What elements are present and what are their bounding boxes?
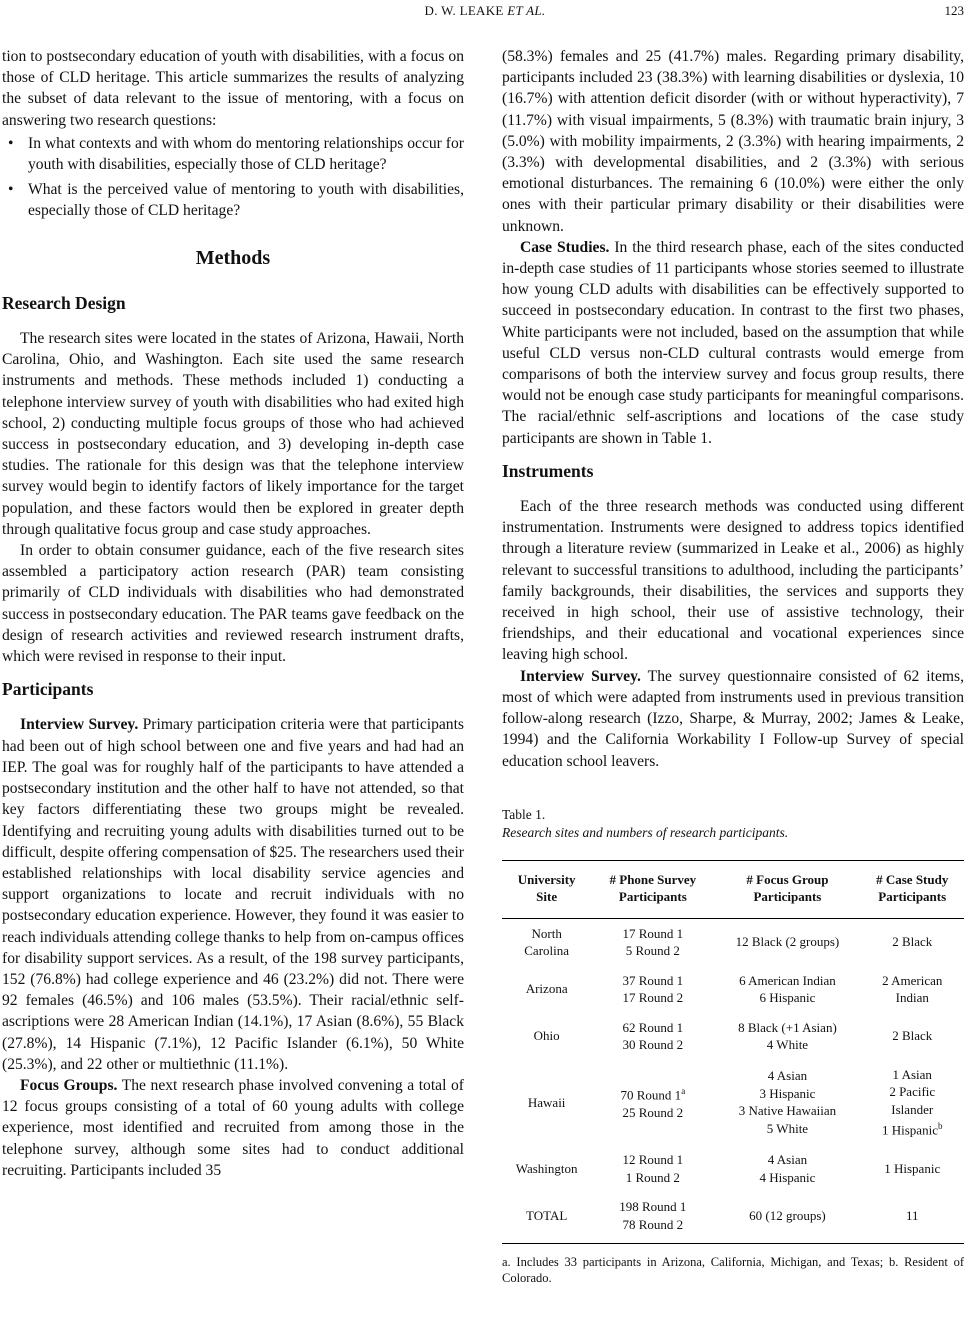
header-site: University Site	[502, 860, 591, 918]
table-cell-case: 1 Hispanic	[884, 1160, 941, 1176]
participants-table	[502, 860, 964, 1244]
research-questions-list	[2, 133, 464, 222]
interview-survey-paragraph	[2, 714, 464, 1074]
header-phone: # Phone Survey Participants	[591, 860, 714, 918]
table-cell-focus: 6 American Indian 6 Hispanic	[739, 972, 836, 1006]
table-cell-case: 11	[860, 1192, 964, 1244]
table-row	[502, 1192, 964, 1244]
instruments-interview-runin: Interview Survey.	[520, 667, 641, 685]
instruments-heading: Instruments	[502, 460, 594, 481]
case-studies-runin: Case Studies.	[520, 238, 610, 256]
table-cell-focus: 4 Asian 3 Hispanic 3 Native Hawaiian 5 White	[738, 1068, 837, 1136]
case-studies-paragraph	[502, 237, 964, 449]
table-caption	[502, 806, 964, 842]
table-cell-site: North Carolina	[524, 925, 570, 959]
table-cell-case: 2 American Indian	[882, 972, 943, 1006]
case-studies-text: In the third research phase, each of the sites conducted in-depth case studies of 11 participants whose stories seemed to illustrate how young CLD adults with disabilities can be effectively supported to succeed in postsecondary education. In contrast to the first two phases, White participants were not included, based on the assumption that while useful CLD versus non-CLD cultural contrasts would emerge from comparisons of both the interview survey and focus group results, there would not be enough case study participants for meaningful comparisons. The racial/ethnic self-ascriptions and locations of the case study participants are shown in Table 1.	[502, 238, 964, 447]
table-title: Research sites and numbers of research participants.	[502, 824, 789, 840]
table-cell-focus: 4 Asian 4 Hispanic	[759, 1152, 816, 1185]
interview-survey-runin: Interview Survey.	[20, 716, 139, 734]
table-cell-focus: 60 (12 groups)	[714, 1192, 860, 1244]
table-row	[502, 1145, 964, 1192]
research-design-paragraph-2: In order to obtain consumer guidance, each of the five research sites assembled a participatory action research (PAR) team consisting primarily of CLD individuals with disabilities who had demonstrated success in postsecondary education. The PAR teams gave feedback on the design of research activities and reviewed research instrument drafts, which were revised in response to their input.	[2, 542, 464, 666]
running-header	[0, 0, 970, 22]
table-cell-phone: 198 Round 1 78 Round 2	[591, 1192, 714, 1244]
left-column	[2, 46, 464, 1181]
continued-paragraph: (58.3%) females and 25 (41.7%) males. Regarding primary disability, participants included 23 (38.3%) with learning disabilities or dyslexia, 10 (16.7%) with attention deficit disorder (with or without hyperactivity), 7 (11.7%) with visual impairments, 5 (8.3%) with traumatic brain injury, 3 (5.0%) with mobility impairments, 2 (3.3%) with hearing impairments, 2 (3.3%) with developmental disabilities, and 2 (3.3%) with serious emotional disturbances. The remaining 6 (10.0%) were either the only ones with their particular primary disability or their disabilities were unknown.	[502, 48, 964, 235]
participants-heading: Participants	[2, 679, 94, 700]
interview-survey-text: Primary participation criteria were that participants had been out of high school between one and five years and had had an IEP. The goal was for roughly half of the participants to have attended a postsecondary institution and the other half to have not attended, so that key factors differentiating these two groups might be revealed. Identifying and recruiting young adults with disabilities turned out to be difficult, despite offering compensation of $25. The researchers used their established relationships with local disability service agencies and support organizations to locate and recruit individuals with no postsecondary education experience. However, they found it was easier to reach individuals attending college thanks to help from on-campus offices for disability support services. As a result, of the 198 survey participants, 152 (76.8%) had college experience and 46 (23.2%) did not. There were 92 females (46.5%) and 106 males (53.5%). Their racial/ethnic self-ascriptions were 28 American Indian (14.1%), 17 Asian (8.6%), 55 Black (27.8%), 14 Hispanic (7.1%), 12 Pacific Islander (6.1%), 50 White (25.3%), and 22 other or multiethnic (11.1%).	[2, 716, 464, 1073]
table-header-row	[502, 860, 964, 918]
intro-paragraph: tion to postsecondary education of youth with disabilities, with a focus on those of CLD heritage. This article summarizes the results of analyzing the subset of data relevant to the issue of mentoring, with a focus on answering two research questions:	[2, 48, 464, 129]
table-cell-site: Washington	[515, 1160, 578, 1176]
table-cell-phone: 37 Round 1 17 Round 2	[622, 972, 684, 1006]
table-row	[502, 1013, 964, 1060]
table-cell-focus: 8 Black (+1 Asian) 4 White	[738, 1019, 837, 1053]
author-etal: ET AL.	[507, 3, 546, 18]
table-cell-phone: 70 Round 1$^a$ 25 Round 2	[620, 1086, 686, 1121]
table-cell-phone: 12 Round 1 1 Round 2	[622, 1152, 684, 1185]
running-author: D. W. LEAKE ET AL.	[424, 3, 546, 18]
table-label: Table 1.	[502, 806, 546, 822]
methods-heading: Methods	[195, 246, 271, 269]
table-footnote: a. Includes 33 participants in Arizona, California, Michigan, and Texas; b. Resident of Colorado.	[502, 1255, 964, 1286]
table-cell-case: 2 Black	[892, 934, 933, 950]
table-cell-site: Ohio	[533, 1028, 560, 1044]
table-cell-site: TOTAL	[502, 1192, 591, 1244]
header-focus: # Focus Group Participants	[714, 860, 860, 918]
table-body	[502, 918, 964, 1243]
focus-groups-runin: Focus Groups.	[20, 1076, 118, 1094]
research-design-paragraph-1: The research sites were located in the states of Arizona, Hawaii, North Carolina, Ohio, and Washington. Each site used the same research instruments and methods. These methods included 1) conducting a telephone interview survey of youth with disabilities who had exited high school, 2) conducting multiple focus groups of those who had achieved success in postsecondary education, and 3) developing in-depth case studies. The rationale for this design was that the telephone interview survey would begin to identify factors of likely importance for the target population, and these factors would then be explored in greater depth through qualitative focus group and case study approaches.	[2, 330, 464, 538]
instruments-paragraph: Each of the three research methods was conducted using different instrumentation. Instruments were designed to address topics identified through a literature review (summarized in Leake et al., 2006) as highly relevant to successful transitions to adulthood, including the participants’ family backgrounds, their disabilities, the services and supports they received in high school, their use of assistive technology, their friendships, and their educational and vocational experiences since leaving high school.	[502, 498, 964, 664]
instruments-interview-text: The survey questionnaire consisted of 62 items, most of which were adapted from instruments used in previous transition follow-along research (Izzo, Sharpe, & Murray, 2002; James & Leake, 1994) and the California Workability I Follow-up Survey of special education school leavers.	[502, 667, 964, 770]
instruments-interview-paragraph	[502, 666, 964, 772]
table-row	[502, 966, 964, 1013]
focus-groups-paragraph	[2, 1075, 464, 1181]
table-cell-case: 2 Black	[892, 1028, 933, 1044]
table-row	[502, 918, 964, 966]
right-column	[502, 46, 964, 1286]
table-row	[502, 1060, 964, 1145]
table-cell-site: Arizona	[525, 981, 568, 997]
table-cell-phone: 17 Round 1 5 Round 2	[622, 925, 684, 959]
research-question-1: • In what contexts and with whom do mentoring relationships occur for youth with disabilities, especially those of CLD heritage?	[28, 133, 464, 175]
table-cell-phone: 62 Round 1 30 Round 2	[622, 1019, 684, 1053]
header-case: # Case Study Participants	[860, 860, 964, 918]
page-number: 123	[944, 3, 964, 18]
focus-groups-text: The next research phase involved convening a total of 12 focus groups consisting of a total of 60 young adults with college experience, most identified and recruited from among those in the telephone survey, although some sites had to conduct additional recruiting. Participants included 35	[2, 1076, 464, 1179]
table-cell-case: 1 Asian 2 Pacific Islander 1 Hispanic$^b$	[882, 1066, 943, 1138]
research-question-2: • What is the perceived value of mentoring to youth with disabilities, especially those of CLD heritage?	[28, 179, 464, 221]
table-cell-focus: 12 Black (2 groups)	[735, 934, 840, 950]
table-cell-site: Hawaii	[527, 1094, 566, 1110]
research-design-heading: Research Design	[2, 292, 126, 313]
